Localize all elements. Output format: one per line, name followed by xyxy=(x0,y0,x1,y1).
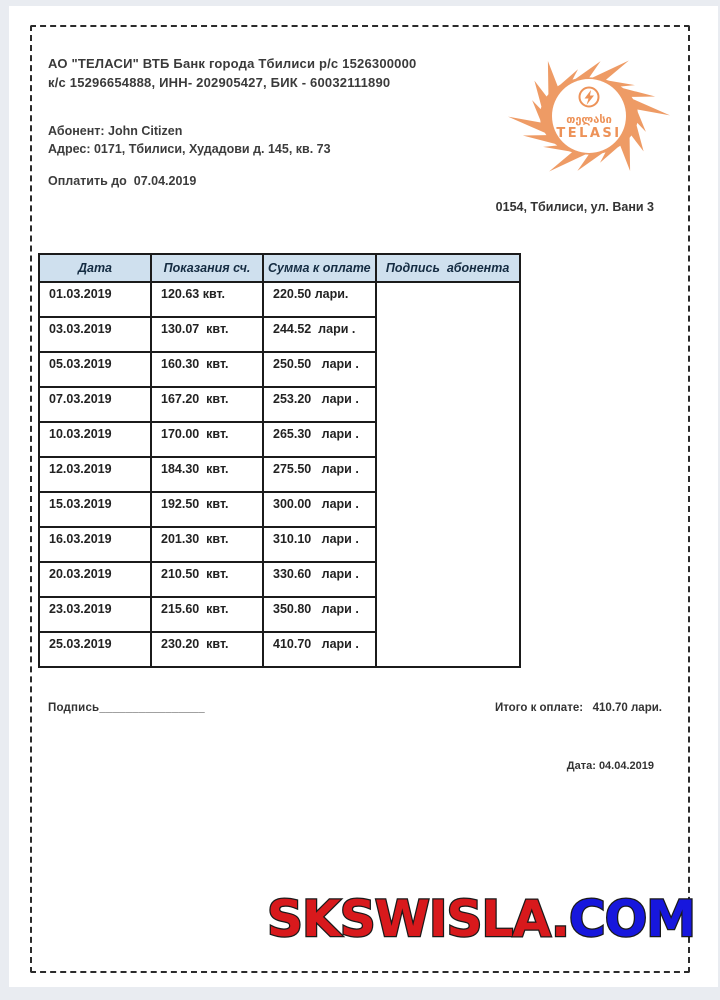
watermark-suffix: COM xyxy=(569,890,695,948)
pay-due-line: Оплатить до 07.04.2019 xyxy=(48,174,197,188)
cell-signature-area xyxy=(376,282,520,667)
cell-amount-due: 250.50 лари . xyxy=(263,352,376,387)
cell-date: 03.03.2019 xyxy=(39,317,151,352)
cell-date: 20.03.2019 xyxy=(39,562,151,597)
cell-amount-due: 253.20 лари . xyxy=(263,387,376,422)
abonent-line: Абонент: John Citizen xyxy=(48,124,183,138)
header-amount-due: Сумма к оплате xyxy=(263,254,376,282)
table-header-row xyxy=(39,254,520,282)
bank-line-1: АО "ТЕЛАСИ" ВТБ Банк города Тбилиси р/с 1526300000 xyxy=(48,56,417,71)
address-line: Адрес: 0171, Тбилиси, Худадови д. 145, кв. 73 xyxy=(48,142,331,156)
cell-date: 07.03.2019 xyxy=(39,387,151,422)
cell-amount-due: 220.50 лари. xyxy=(263,282,376,317)
customer-details xyxy=(48,122,331,158)
telasi-logo xyxy=(504,48,674,188)
cell-date: 16.03.2019 xyxy=(39,527,151,562)
svg-text:SKSWISLA.COM xyxy=(267,890,695,948)
cell-date: 10.03.2019 xyxy=(39,422,151,457)
cell-meter-reading: 215.60 квт. xyxy=(151,597,263,632)
cell-meter-reading: 230.20 квт. xyxy=(151,632,263,667)
cell-date: 01.03.2019 xyxy=(39,282,151,317)
watermark-main: SKSWISLA. xyxy=(267,890,570,948)
site-watermark xyxy=(267,878,707,958)
table-row xyxy=(39,282,520,317)
cell-meter-reading: 210.50 квт. xyxy=(151,562,263,597)
cell-meter-reading: 201.30 квт. xyxy=(151,527,263,562)
svg-text:თელასი: თელასი xyxy=(566,113,612,126)
cell-date: 12.03.2019 xyxy=(39,457,151,492)
billing-table xyxy=(38,253,521,668)
cell-amount-due: 244.52 лари . xyxy=(263,317,376,352)
header-meter-reading: Показания сч. xyxy=(151,254,263,282)
cell-amount-due: 275.50 лари . xyxy=(263,457,376,492)
cell-amount-due: 310.10 лари . xyxy=(263,527,376,562)
bank-details xyxy=(48,54,416,92)
cell-amount-due: 350.80 лари . xyxy=(263,597,376,632)
cell-amount-due: 265.30 лари . xyxy=(263,422,376,457)
sun-logo-icon xyxy=(504,48,674,188)
total-due: Итого к оплате: 410.70 лари. xyxy=(494,702,662,714)
bank-line-2: к/с 15296654888, ИНН- 202905427, БИК - 60032111890 xyxy=(48,75,391,90)
cell-date: 15.03.2019 xyxy=(39,492,151,527)
cell-amount-due: 300.00 лари . xyxy=(263,492,376,527)
cell-amount-due: 330.60 лари . xyxy=(263,562,376,597)
svg-text:TELASI: TELASI xyxy=(556,126,622,141)
cell-meter-reading: 160.30 квт. xyxy=(151,352,263,387)
header-subscriber-signature: Подпись абонента xyxy=(376,254,520,282)
cell-meter-reading: 170.00 квт. xyxy=(151,422,263,457)
cell-meter-reading: 130.07 квт. xyxy=(151,317,263,352)
cell-meter-reading: 184.30 квт. xyxy=(151,457,263,492)
cell-meter-reading: 192.50 квт. xyxy=(151,492,263,527)
document-date: Дата: 04.04.2019 xyxy=(566,760,654,772)
cell-date: 05.03.2019 xyxy=(39,352,151,387)
header-date: Дата xyxy=(39,254,151,282)
cell-date: 25.03.2019 xyxy=(39,632,151,667)
office-address: 0154, Тбилиси, ул. Вани 3 xyxy=(495,200,654,214)
scanned-page xyxy=(9,6,718,987)
cell-meter-reading: 120.63 квт. xyxy=(151,282,263,317)
cell-date: 23.03.2019 xyxy=(39,597,151,632)
cell-meter-reading: 167.20 квт. xyxy=(151,387,263,422)
cell-amount-due: 410.70 лари . xyxy=(263,632,376,667)
signature-line: Подпись________________ xyxy=(48,702,205,714)
